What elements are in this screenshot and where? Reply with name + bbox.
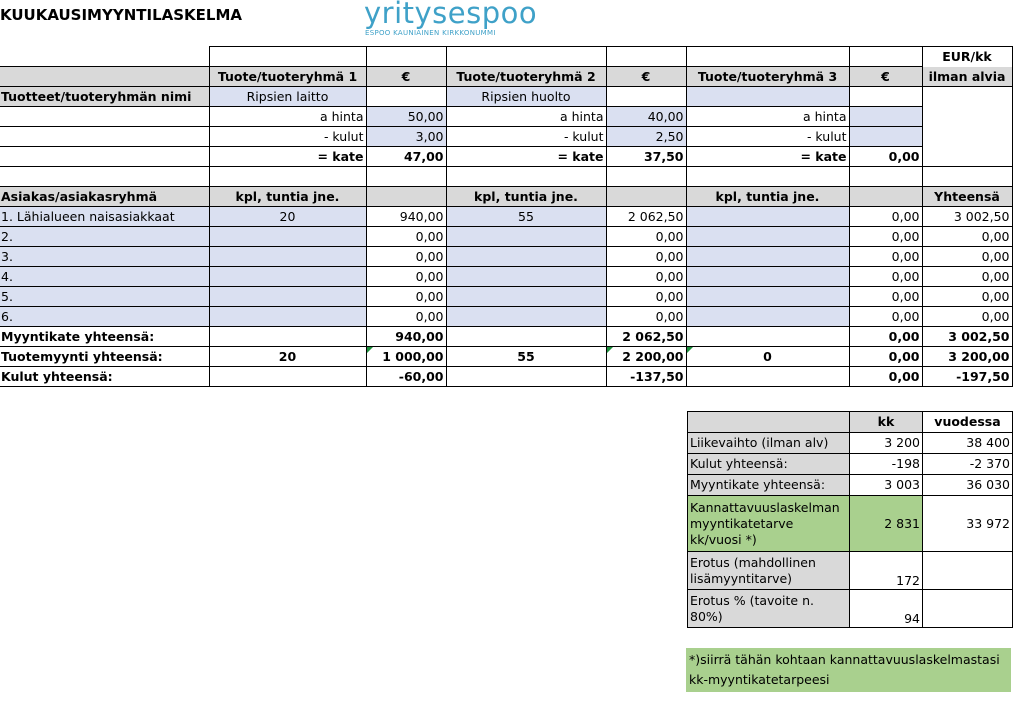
cell[interactable] [922, 87, 1012, 107]
customer-row [0, 267, 1012, 287]
customer-total[interactable]: 3 002,50 [922, 207, 1012, 227]
customer-qty1[interactable] [209, 307, 366, 327]
instruction-note[interactable] [686, 648, 1011, 692]
note-line: kk-myyntikatetarpeesi [689, 672, 830, 687]
cost-label[interactable]: - kulut [686, 127, 849, 147]
customer-qty2[interactable] [446, 307, 606, 327]
customer-qty1[interactable] [209, 287, 366, 307]
group3-name[interactable] [686, 87, 849, 107]
qty-header[interactable]: kpl, tuntia jne. [209, 187, 366, 207]
cell[interactable] [686, 367, 849, 387]
cell[interactable] [849, 87, 922, 107]
cell[interactable] [923, 552, 1013, 590]
customer-qty2[interactable] [446, 247, 606, 267]
customer-value3[interactable]: 0,00 [849, 267, 922, 287]
logo-tagline: ESPOO KAUNIAINEN KIRKKONUMMI [365, 29, 496, 37]
difference-pct-row [688, 590, 1013, 628]
cell[interactable] [366, 187, 446, 207]
customer-name[interactable]: 3. [0, 247, 209, 267]
customer-qty3[interactable] [686, 287, 849, 307]
difference-label-line: Erotus (mahdollinen [690, 554, 816, 570]
cell[interactable] [606, 167, 686, 187]
costs-total-label[interactable]: Kulut yhteensä: [0, 367, 209, 387]
customer-value1[interactable]: 940,00 [366, 207, 446, 227]
cell[interactable] [922, 147, 1012, 167]
cell[interactable] [606, 47, 686, 67]
ilman-alvia-header[interactable]: ilman alvia [922, 67, 1012, 87]
cell[interactable] [0, 127, 209, 147]
cell[interactable] [366, 167, 446, 187]
sales-total-sum[interactable]: 3 200,00 [922, 347, 1012, 367]
margin-total-v1[interactable]: 940,00 [366, 327, 446, 347]
cell[interactable] [686, 327, 849, 347]
header-row-groups [0, 67, 1012, 87]
group3-cost[interactable] [849, 127, 922, 147]
customer-value3[interactable]: 0,00 [849, 207, 922, 227]
cell[interactable] [209, 47, 366, 67]
customer-value1[interactable]: 0,00 [366, 307, 446, 327]
margin-total-v3[interactable]: 0,00 [849, 327, 922, 347]
cell[interactable] [366, 47, 446, 67]
customer-name[interactable]: 6. [0, 307, 209, 327]
customer-total[interactable]: 0,00 [922, 227, 1012, 247]
sales-total-label[interactable]: Tuotemyynti yhteensä: [0, 347, 209, 367]
customer-name[interactable]: 5. [0, 287, 209, 307]
customer-name[interactable]: 2. [0, 227, 209, 247]
customer-label[interactable]: Asiakas/asiakasryhmä [0, 187, 209, 207]
group1-header[interactable]: Tuote/tuoteryhmä 1 [209, 67, 366, 87]
customer-value3[interactable]: 0,00 [849, 287, 922, 307]
cell[interactable] [209, 167, 366, 187]
qty-header[interactable]: kpl, tuntia jne. [446, 187, 606, 207]
cell[interactable] [446, 367, 606, 387]
margin-need-label-line: myyntikatetarve [690, 515, 794, 531]
customer-value2[interactable]: 0,00 [606, 267, 686, 287]
group3-margin[interactable]: 0,00 [849, 147, 922, 167]
difference-kk[interactable]: 172 [850, 552, 923, 590]
customer-header-row [0, 187, 1012, 207]
summary-header-row [688, 412, 1013, 433]
customer-value2[interactable]: 0,00 [606, 227, 686, 247]
header-row-blank [0, 47, 1012, 67]
summary-row [688, 454, 1013, 475]
customer-value2[interactable]: 0,00 [606, 307, 686, 327]
customer-value2[interactable]: 0,00 [606, 287, 686, 307]
costs-kk[interactable]: -198 [850, 454, 923, 475]
difference-pct-label-line: 80%) [690, 608, 723, 624]
yritysespoo-logo [364, 0, 537, 37]
price-label[interactable]: a hinta [686, 107, 849, 127]
margin-label[interactable]: Myyntikate yhteensä: [688, 475, 850, 496]
costs-total-row [0, 367, 1012, 387]
margin-need-year[interactable]: 33 972 [923, 496, 1013, 552]
customer-value3[interactable]: 0,00 [849, 307, 922, 327]
customer-qty3[interactable] [686, 247, 849, 267]
note-line: *)siirrä tähän kohtaan kannattavuuslaskelmastasi [689, 652, 1000, 667]
costs-total-v3[interactable]: 0,00 [849, 367, 922, 387]
cell[interactable] [0, 107, 209, 127]
customer-total[interactable]: 0,00 [922, 267, 1012, 287]
cell[interactable] [849, 167, 922, 187]
customer-qty3[interactable] [686, 307, 849, 327]
sheet-title: KUUKAUSIMYYNTILASKELMA [0, 6, 243, 24]
price-label[interactable]: a hinta [209, 107, 366, 127]
customer-qty2[interactable] [446, 287, 606, 307]
customer-value1[interactable]: 0,00 [366, 267, 446, 287]
group3-euro-header[interactable]: € [849, 67, 922, 87]
margin-label[interactable]: = kate [209, 147, 366, 167]
price-label[interactable]: a hinta [446, 107, 606, 127]
customer-name[interactable]: 4. [0, 267, 209, 287]
cost-label[interactable]: - kulut [209, 127, 366, 147]
cost-row [0, 127, 1012, 147]
margin-label[interactable]: = kate [686, 147, 849, 167]
customer-row [0, 307, 1012, 327]
kk-header[interactable]: kk [850, 412, 923, 433]
difference-pct-kk[interactable]: 94 [850, 590, 923, 628]
sales-total-v1[interactable]: 1 000,00 [366, 347, 446, 367]
sales-total-q1[interactable]: 20 [209, 347, 366, 367]
cell[interactable] [446, 47, 606, 67]
cell[interactable] [923, 590, 1013, 628]
cell[interactable] [209, 367, 366, 387]
customer-row [0, 227, 1012, 247]
margin-kk[interactable]: 3 003 [850, 475, 923, 496]
customer-total[interactable]: 0,00 [922, 247, 1012, 267]
group2-cost[interactable]: 2,50 [606, 127, 686, 147]
customer-qty3[interactable] [686, 227, 849, 247]
margin-need-kk[interactable]: 2 831 [850, 496, 923, 552]
summary-table [687, 411, 1013, 628]
cell[interactable] [446, 167, 606, 187]
customer-row [0, 247, 1012, 267]
sales-total-row [0, 347, 1012, 367]
customer-qty3[interactable] [686, 267, 849, 287]
qty-header[interactable]: kpl, tuntia jne. [686, 187, 849, 207]
group3-header[interactable]: Tuote/tuoteryhmä 3 [686, 67, 849, 87]
customer-row [0, 287, 1012, 307]
customer-qty2[interactable] [446, 227, 606, 247]
cost-label[interactable]: - kulut [446, 127, 606, 147]
cell[interactable] [922, 127, 1012, 147]
margin-need-label-line: kk/vuosi *) [690, 531, 757, 547]
customer-total[interactable]: 0,00 [922, 287, 1012, 307]
group3-price[interactable] [849, 107, 922, 127]
cell[interactable] [446, 327, 606, 347]
costs-total-sum[interactable]: -197,50 [922, 367, 1012, 387]
customer-name[interactable]: 1. Lähialueen naisasiakkaat [0, 207, 209, 227]
costs-year[interactable]: -2 370 [923, 454, 1013, 475]
group1-euro-header[interactable]: € [366, 67, 446, 87]
difference-pct-label[interactable] [688, 590, 850, 628]
group2-name[interactable]: Ripsien huolto [446, 87, 606, 107]
product-name-label[interactable]: Tuotteet/tuoteryhmän nimi [0, 87, 209, 107]
group2-margin[interactable]: 37,50 [606, 147, 686, 167]
group1-margin[interactable]: 47,00 [366, 147, 446, 167]
customer-value3[interactable]: 0,00 [849, 247, 922, 267]
group2-euro-header[interactable]: € [606, 67, 686, 87]
difference-label[interactable] [688, 552, 850, 590]
costs-total-v2[interactable]: -137,50 [606, 367, 686, 387]
sales-calculation-table [0, 46, 1013, 387]
customer-qty1[interactable] [209, 247, 366, 267]
customer-value2[interactable]: 0,00 [606, 247, 686, 267]
group2-header[interactable]: Tuote/tuoteryhmä 2 [446, 67, 606, 87]
margin-row [0, 147, 1012, 167]
customer-qty2[interactable]: 55 [446, 207, 606, 227]
cell[interactable] [849, 187, 922, 207]
group2-price[interactable]: 40,00 [606, 107, 686, 127]
sales-total-q2[interactable]: 55 [446, 347, 606, 367]
total-header[interactable]: Yhteensä [922, 187, 1012, 207]
cell[interactable] [606, 187, 686, 207]
cell[interactable] [922, 107, 1012, 127]
margin-need-label-line: Kannattavuuslaskelman [690, 499, 840, 515]
customer-qty3[interactable] [686, 207, 849, 227]
group1-name[interactable]: Ripsien laitto [209, 87, 366, 107]
costs-total-v1[interactable]: -60,00 [366, 367, 446, 387]
cell[interactable] [0, 167, 209, 187]
sales-total-v3[interactable]: 0,00 [849, 347, 922, 367]
group1-price[interactable]: 50,00 [366, 107, 446, 127]
customer-total[interactable]: 0,00 [922, 307, 1012, 327]
logo-wordmark: yritysespoo [364, 0, 538, 30]
difference-label-line: lisämyyntitarve) [690, 570, 793, 586]
margin-year[interactable]: 36 030 [923, 475, 1013, 496]
revenue-year[interactable]: 38 400 [923, 433, 1013, 454]
cell[interactable] [606, 87, 686, 107]
customer-value3[interactable]: 0,00 [849, 227, 922, 247]
cell[interactable] [922, 167, 1012, 187]
spacer-row [0, 167, 1012, 187]
customer-value1[interactable]: 0,00 [366, 247, 446, 267]
revenue-label[interactable]: Liikevaihto (ilman alv) [688, 433, 850, 454]
cell[interactable] [849, 47, 922, 67]
costs-label[interactable]: Kulut yhteensä: [688, 454, 850, 475]
cell[interactable] [0, 67, 209, 87]
year-header[interactable]: vuodessa [923, 412, 1013, 433]
difference-pct-label-line: Erotus % (tavoite n. [690, 592, 814, 608]
margin-total-row [0, 327, 1012, 347]
margin-label[interactable]: = kate [446, 147, 606, 167]
customer-qty1[interactable] [209, 267, 366, 287]
summary-row [688, 475, 1013, 496]
customer-value1[interactable]: 0,00 [366, 287, 446, 307]
margin-total-v2[interactable]: 2 062,50 [606, 327, 686, 347]
cell[interactable] [688, 412, 850, 433]
sales-total-q3[interactable]: 0 [686, 347, 849, 367]
product-names-row [0, 87, 1012, 107]
cell[interactable] [686, 47, 849, 67]
customer-qty1[interactable]: 20 [209, 207, 366, 227]
group1-cost[interactable]: 3,00 [366, 127, 446, 147]
cell[interactable] [686, 167, 849, 187]
revenue-kk[interactable]: 3 200 [850, 433, 923, 454]
cell[interactable] [0, 147, 209, 167]
eur-kk-header[interactable]: EUR/kk [922, 47, 1012, 67]
customer-qty1[interactable] [209, 227, 366, 247]
sales-total-v2[interactable]: 2 200,00 [606, 347, 686, 367]
difference-row [688, 552, 1013, 590]
margin-need-label[interactable] [688, 496, 850, 552]
customer-value1[interactable]: 0,00 [366, 227, 446, 247]
customer-row [0, 207, 1012, 227]
margin-total-label[interactable]: Myyntikate yhteensä: [0, 327, 209, 347]
margin-need-row [688, 496, 1013, 552]
customer-qty2[interactable] [446, 267, 606, 287]
customer-value2[interactable]: 2 062,50 [606, 207, 686, 227]
cell[interactable] [209, 327, 366, 347]
margin-total-sum[interactable]: 3 002,50 [922, 327, 1012, 347]
cell[interactable] [366, 87, 446, 107]
summary-row [688, 433, 1013, 454]
price-row [0, 107, 1012, 127]
